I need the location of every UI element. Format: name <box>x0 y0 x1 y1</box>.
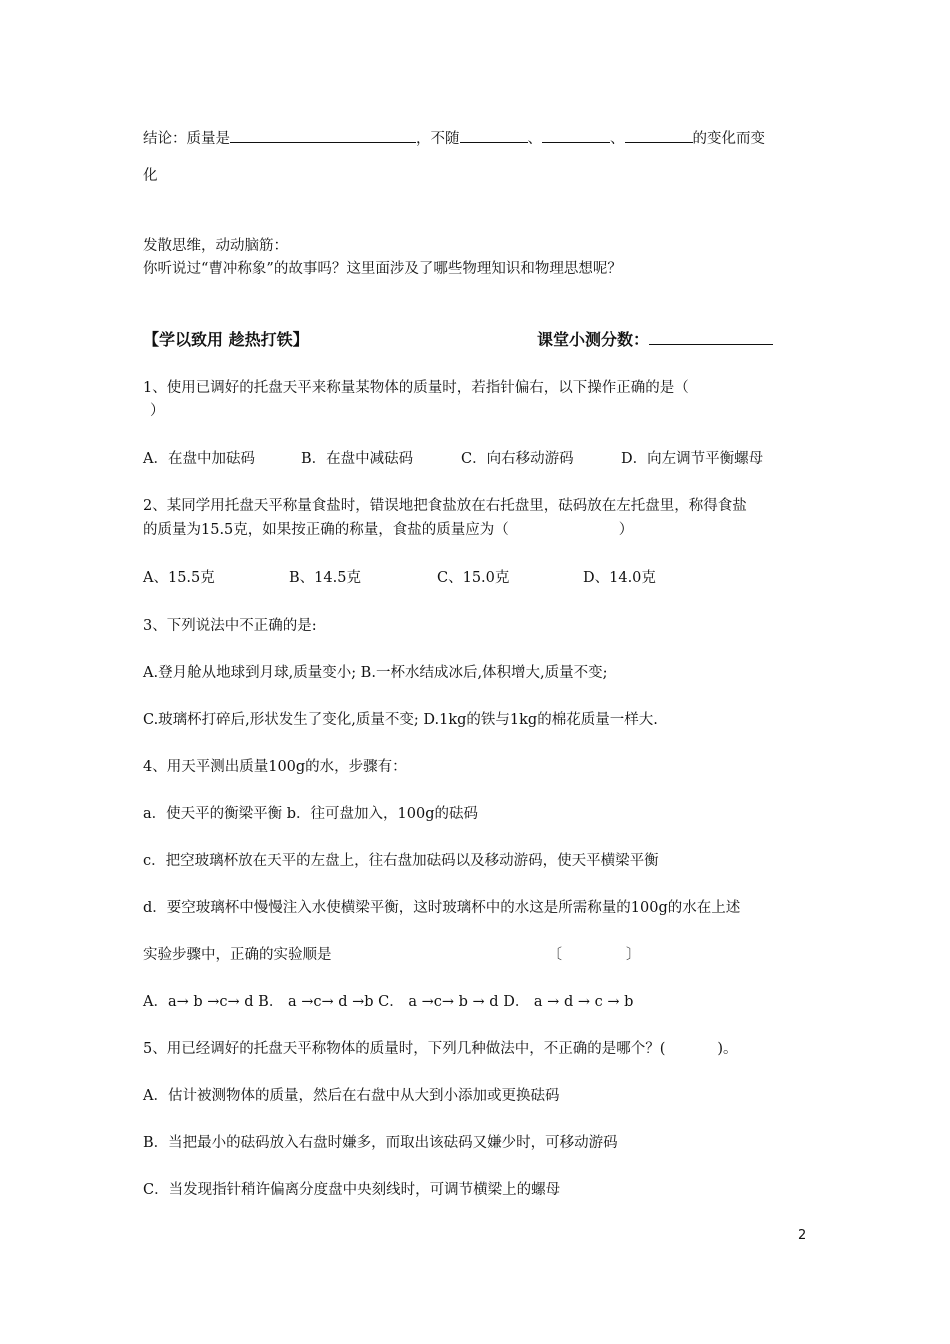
blank-3 <box>625 128 693 143</box>
conclusion-suffix: 的变化而变 <box>692 131 765 147</box>
q4-order-line <box>143 945 641 965</box>
separator: 、 <box>610 131 625 147</box>
q1-option-b: B．在盘中减砝码 <box>301 451 414 467</box>
blank-2 <box>542 128 610 143</box>
q5-option-b: B．当把最小的砝码放入右盘时嫌多，而取出该砝码又嫌少时，可移动游码 <box>143 1135 618 1151</box>
q4-step-ab: a．使天平的衡梁平衡 b．往可盘加入，100g的砝码 <box>143 806 478 822</box>
q2-paren-close: ） <box>618 522 634 538</box>
q1-paren-close: ） <box>150 403 165 419</box>
q2-stem-2-line <box>143 520 633 540</box>
q2-option-a: A、15.5克 <box>143 570 215 586</box>
conclusion-line <box>143 128 765 149</box>
section-title: 【学以致用 趁热打铁】 <box>143 330 309 349</box>
page-number: 2 <box>798 1228 807 1243</box>
q4-paren-close: 〕 <box>626 947 641 963</box>
conclusion-mid: ，不随 <box>416 131 460 147</box>
q1-stem: 1、使用已调好的托盘天平来称量某物体的质量时，若指针偏右，以下操作正确的是（ <box>143 380 689 396</box>
q4-paren-open: 〔 <box>547 947 562 963</box>
divergent-title: 发散思维，动动脑筋： <box>143 238 288 254</box>
q4-options: A．a→ b →c→ d B． a →c→ d →b C． a →c→ b → d D． a → d → c → b <box>143 994 634 1010</box>
q4-order: 实验步骤中，正确的实验顺是 <box>143 947 332 963</box>
q4-step-d: d．要空玻璃杯中慢慢注入水使横梁平衡，这时玻璃杯中的水这是所需称量的100g的水在上述 <box>143 900 741 916</box>
q1-option-a: A．在盘中加砝码 <box>143 451 255 467</box>
q5-option-c: C．当发现指针稍许偏离分度盘中央刻线时，可调节横梁上的螺母 <box>143 1182 561 1198</box>
q3-stem: 3、下列说法中不正确的是: <box>143 618 317 634</box>
q2-option-b: B、14.5克 <box>289 570 361 586</box>
blank-definition <box>230 128 416 143</box>
q3-options-2: C.玻璃杯打碎后,形状发生了变化,质量不变; D.1kg的铁与1kg的棉花质量一样大. <box>143 712 658 728</box>
blank-1 <box>460 128 528 143</box>
score-label-line <box>537 330 773 350</box>
q1-option-c: C．向右移动游码 <box>461 451 574 467</box>
q2-options <box>143 568 656 588</box>
divergent-question: 你听说过“曹冲称象”的故事吗？这里面涉及了哪些物理知识和物理思想呢？ <box>143 261 622 277</box>
score-label: 课堂小测分数： <box>537 330 650 349</box>
score-blank <box>649 330 773 345</box>
q3-options-1: A.登月舱从地球到月球,质量变小; B.一杯水结成冰后,体积增大,质量不变; <box>143 665 608 681</box>
q1-options <box>143 449 763 469</box>
q5-paren-close: )。 <box>717 1041 738 1057</box>
q5-stem-line <box>143 1039 738 1059</box>
q2-option-c: C、15.0克 <box>437 570 510 586</box>
q4-step-c: c．把空玻璃杯放在天平的左盘上，往右盘加砝码以及移动游码，使天平横梁平衡 <box>143 853 659 869</box>
separator: 、 <box>527 131 542 147</box>
q2-stem-1: 2、某同学用托盘天平称量食盐时，错误地把食盐放在右托盘里，砝码放在左托盘里，称得食盐 <box>143 498 747 514</box>
q2-stem-2: 的质量为15.5克，如果按正确的称量，食盐的质量应为（ <box>143 522 509 538</box>
q2-option-d: D、14.0克 <box>583 570 656 586</box>
conclusion-cont: 化 <box>143 168 158 184</box>
conclusion-prefix: 结论：质量是 <box>143 131 230 147</box>
q5-option-a: A．估计被测物体的质量，然后在右盘中从大到小添加或更换砝码 <box>143 1088 560 1104</box>
q5-stem: 5、用已经调好的托盘天平称物体的质量时，下列几种做法中，不正确的是哪个？( <box>143 1041 666 1057</box>
q4-stem: 4、用天平测出质量100g的水，步骤有： <box>143 759 407 775</box>
q1-option-d: D．向左调节平衡螺母 <box>621 451 764 467</box>
